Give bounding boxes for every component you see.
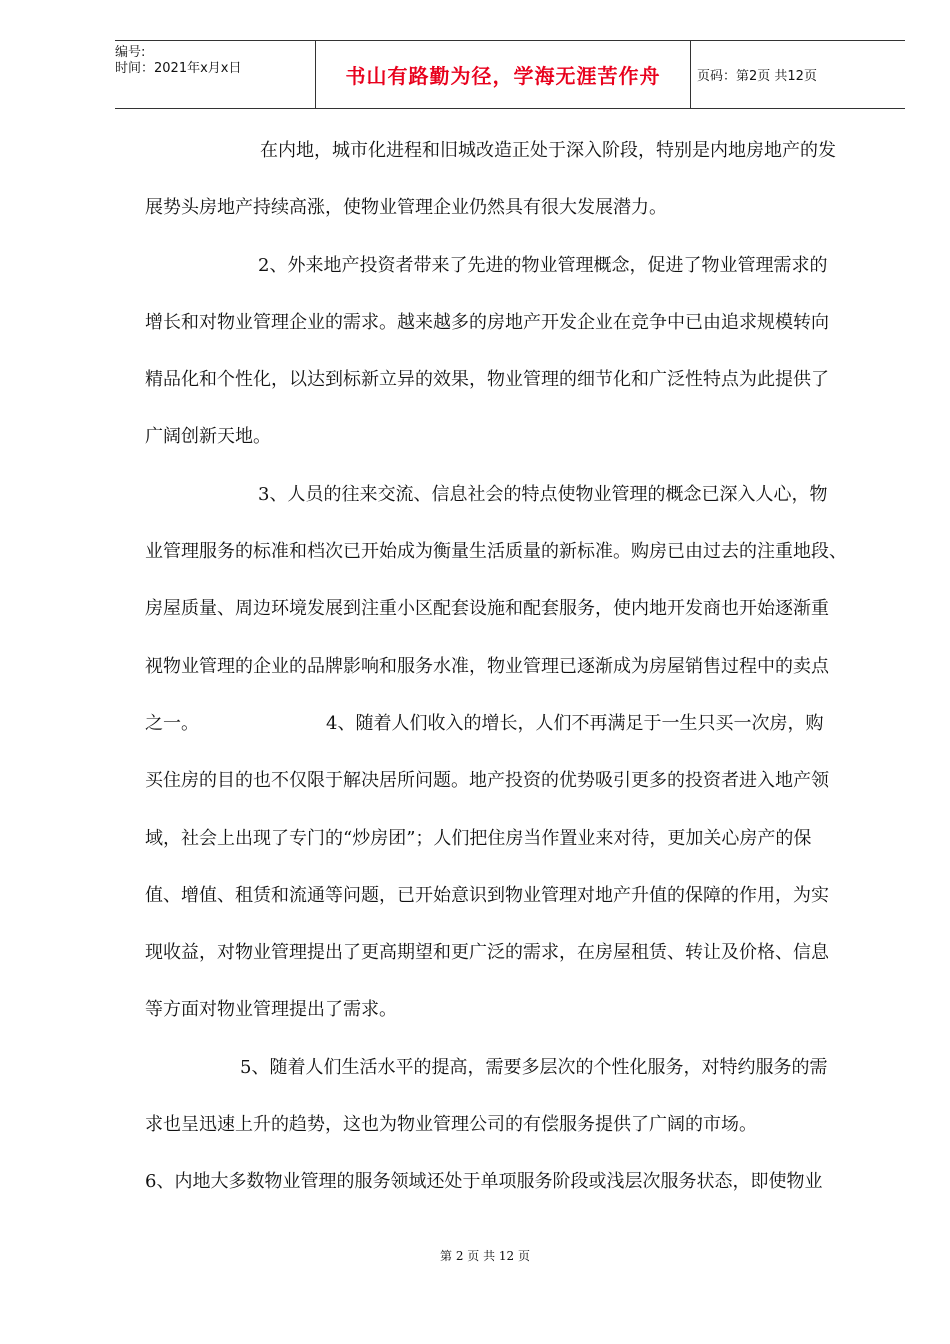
header-info bbox=[115, 41, 315, 112]
text-fragment: 4、随着人们收入的增长，人们不再满足于一生只买一次房，购 bbox=[326, 712, 824, 734]
text-line: 视物业管理的企业的品牌影响和服务水准，物业管理已逐渐成为房屋销售过程中的卖点 bbox=[145, 655, 829, 677]
text-line: 现收益，对物业管理提出了更高期望和更广泛的需求，在房屋租赁、转让及价格、信息 bbox=[145, 942, 829, 964]
text-line: 求也呈迅速上升的趋势，这也为物业管理公司的有偿服务提供了广阔的市场。 bbox=[145, 1114, 757, 1136]
text-line: 6、内地大多数物业管理的服务领域还处于单项服务阶段或浅层次服务状态，即使物业 bbox=[145, 1171, 823, 1193]
header-motto-cell bbox=[315, 41, 691, 108]
text-line: 精品化和个性化，以达到标新立异的效果，物业管理的细节化和广泛性特点为此提供了 bbox=[145, 369, 829, 391]
text-line: 房屋质量、周边环境发展到注重小区配套设施和配套服务，使内地开发商也开始逐渐重 bbox=[145, 598, 829, 620]
text-line: 域，社会上出现了专门的“炒房团”；人们把住房当作置业来对待，更加关心房产的保 bbox=[145, 827, 812, 849]
text-line-mixed bbox=[145, 704, 885, 761]
number-label: 编号: bbox=[115, 45, 146, 60]
text-line: 等方面对物业管理提出了需求。 bbox=[145, 999, 397, 1021]
text-fragment: 之一。 bbox=[145, 712, 199, 734]
text-line: 广阔创新天地。 bbox=[145, 426, 271, 448]
motto-text: 书山有路勤为径，学海无涯苦作舟 bbox=[345, 64, 661, 88]
text-line: 业管理服务的标准和档次已开始成为衡量生活质量的新标准。购房已由过去的注重地段、 bbox=[145, 541, 847, 563]
text-line: 展势头房地产持续高涨，使物业管理企业仍然具有很大发展潜力。 bbox=[145, 197, 667, 219]
document-body bbox=[145, 131, 885, 1220]
text-line: 值、增值、租赁和流通等问题，已开始意识到物业管理对地产升值的保障的作用，为实 bbox=[145, 884, 829, 906]
time-label: 时间：2021年x月x日 bbox=[115, 61, 242, 76]
text-line: 3、人员的往来交流、信息社会的特点使物业管理的概念已深入人心，物 bbox=[258, 483, 828, 505]
text-line: 买住房的目的也不仅限于解决居所问题。地产投资的优势吸引更多的投资者进入地产领 bbox=[145, 770, 829, 792]
text-line: 5、随着人们生活水平的提高，需要多层次的个性化服务，对特约服务的需 bbox=[240, 1056, 828, 1078]
text-line: 在内地，城市化进程和旧城改造正处于深入阶段，特别是内地房地产的发 bbox=[260, 140, 836, 161]
page-footer: 第 2 页 共 12 页 bbox=[440, 1249, 530, 1263]
page-number-label: 页码：第2页 共12页 bbox=[697, 69, 817, 84]
page-header bbox=[115, 40, 905, 109]
text-line: 2、外来地产投资者带来了先进的物业管理概念，促进了物业管理需求的 bbox=[258, 254, 828, 276]
text-line: 增长和对物业管理企业的需求。越来越多的房地产开发企业在竞争中已由追求规模转向 bbox=[145, 311, 829, 333]
